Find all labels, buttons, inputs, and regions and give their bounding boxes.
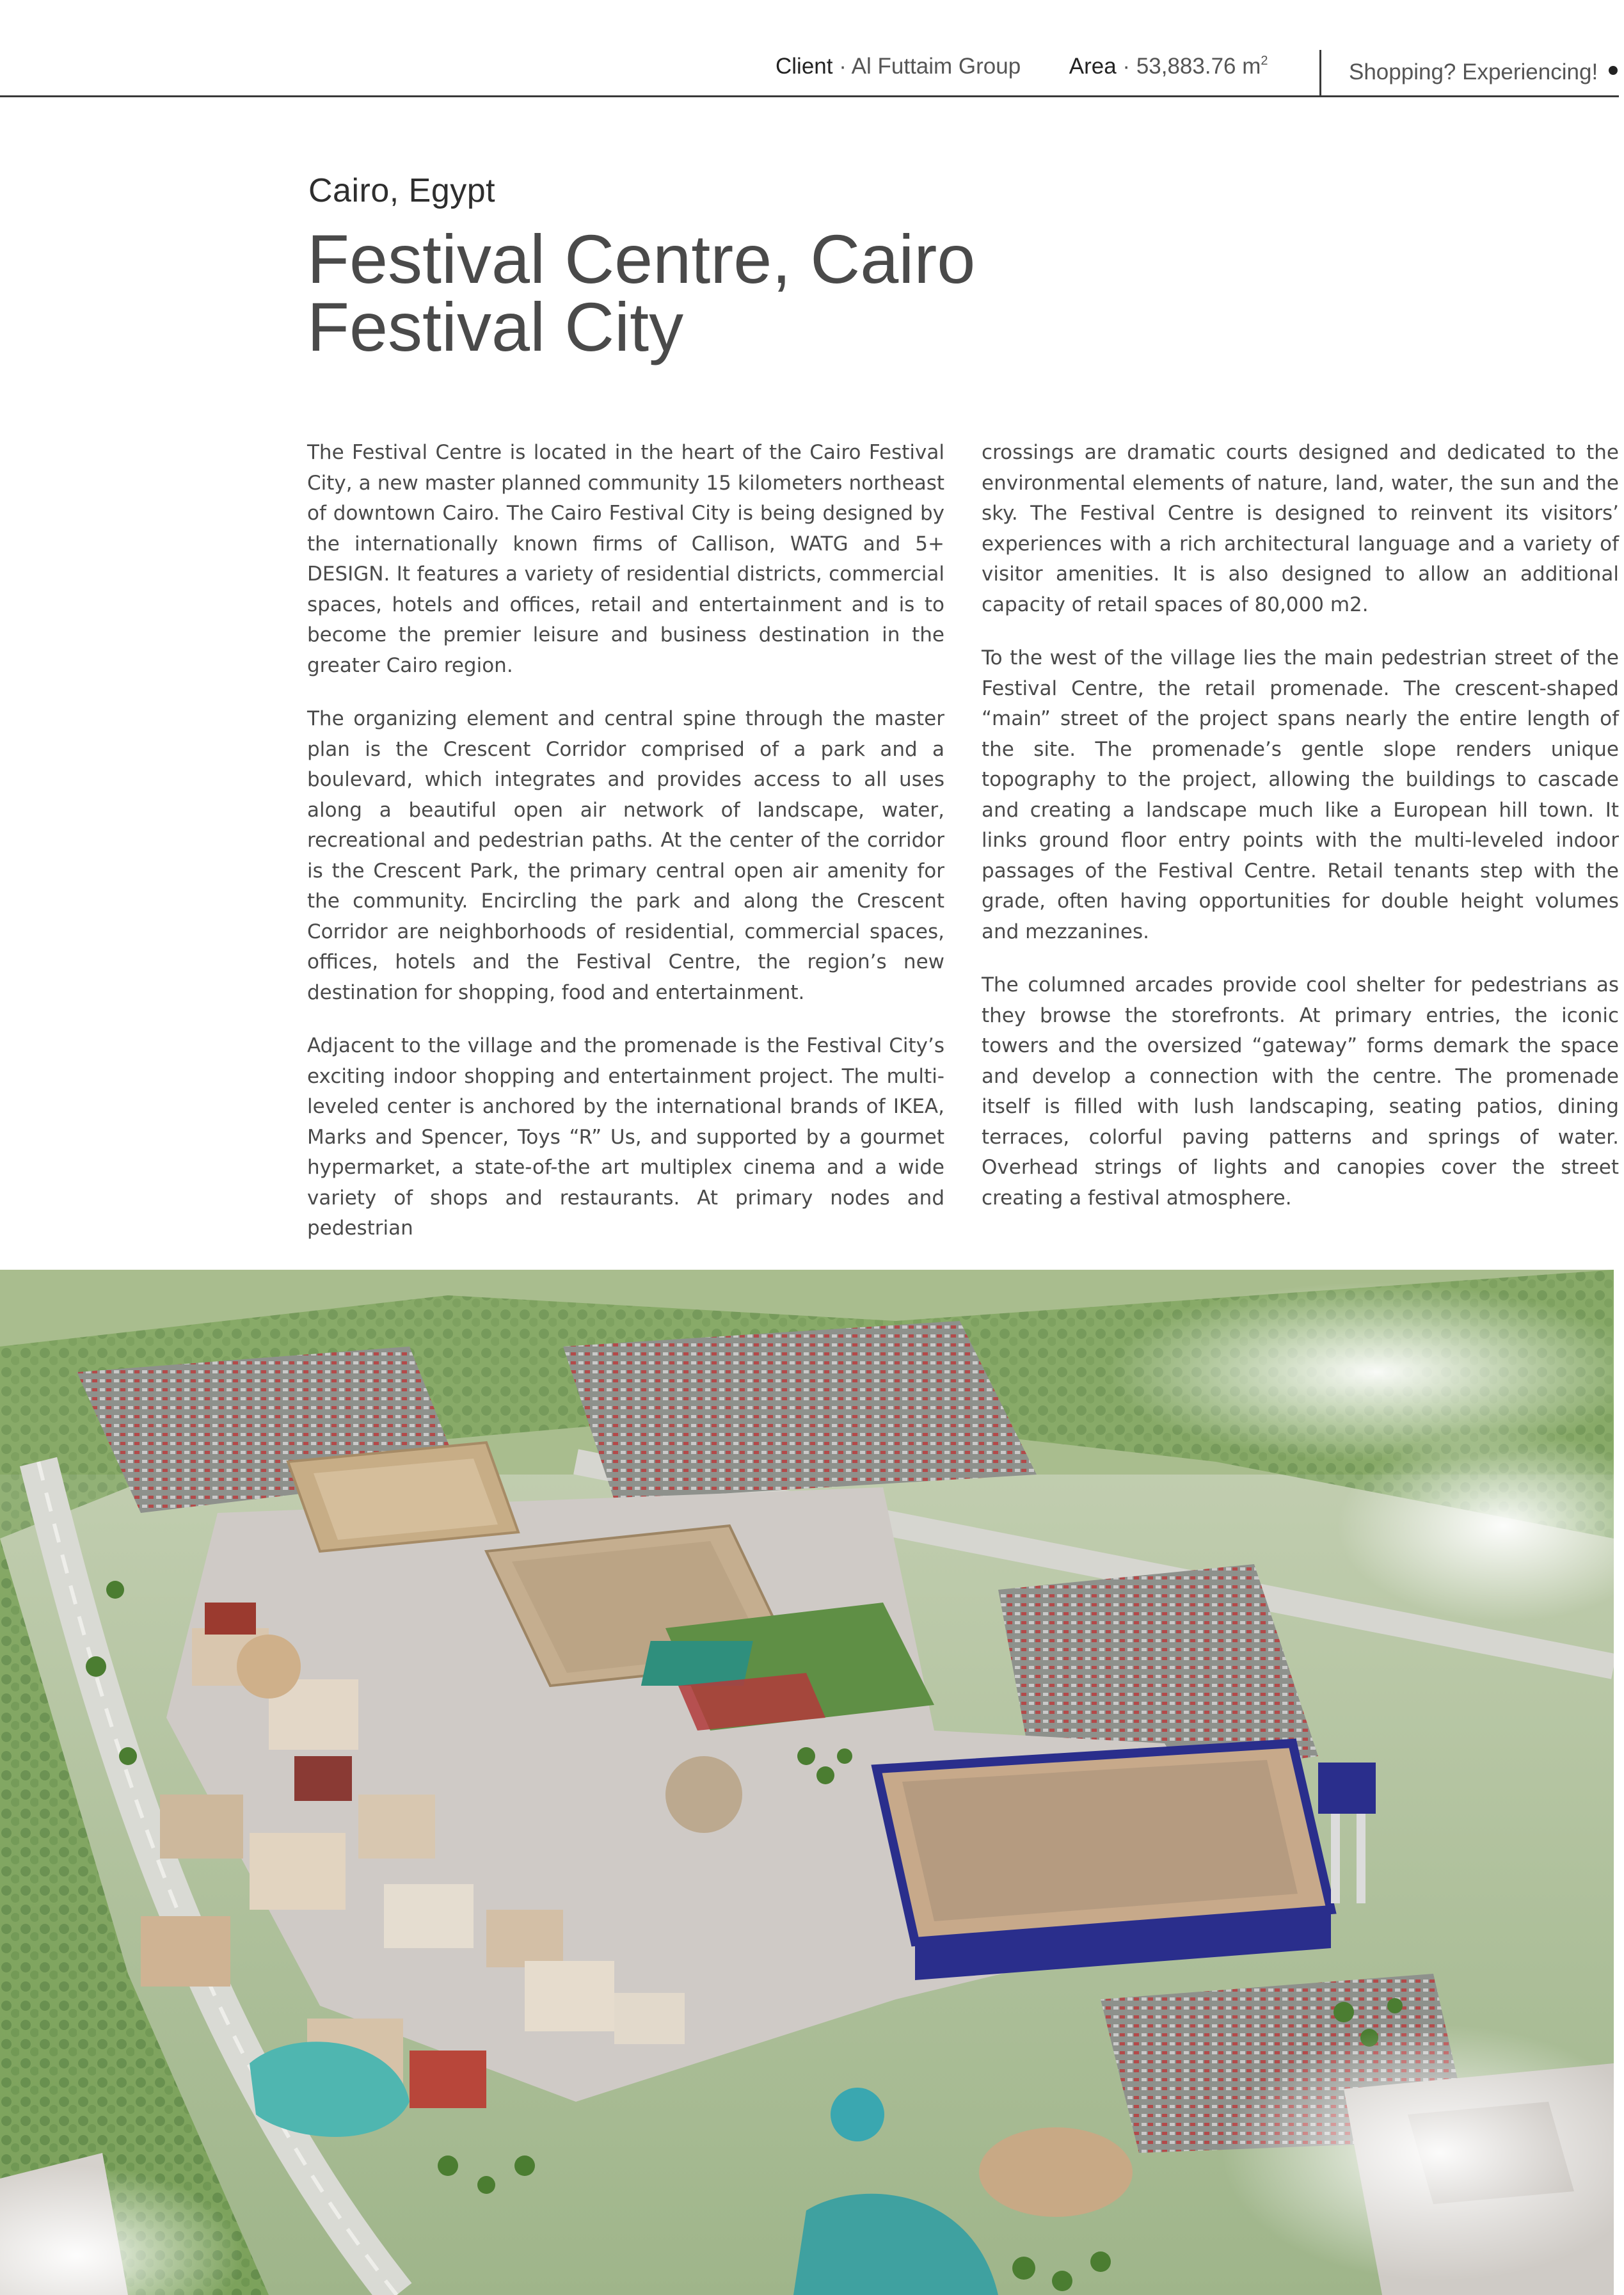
page-title	[307, 220, 1075, 365]
ikea-sign-tower	[1318, 1763, 1376, 1814]
section-title: Shopping? Experiencing!	[1349, 60, 1598, 84]
area-label: Area	[1069, 54, 1117, 79]
aerial-rendering-image	[0, 1270, 1614, 2295]
paragraph: To the west of the village lies the main pedestrian street of the Festival Centre, the retail promenade. The crescent-shaped “main” street of the project spans nearly the entire length of the site. The promenade’s gentle slope renders unique topography to the project, allowing the buildings to cascade and creating a landscape much like a European hill town. It links ground floor entry points with the multi-leveled indoor passages of the Festival Centre. Retail tenants step with the grade, often having opportunities for double height volumes and mezzanines.	[982, 646, 1619, 943]
paragraph: Adjacent to the village and the promenade is the Festival City’s exciting indoor shopping and entertainment project. The multi-leveled center is anchored by the international brands of IKEA, Marks and Spencer, Toys “R” Us, and supported by a gourmet hypermarket, a state-of-the art multiplex cinema and a wide variety of shops and restaurants. At primary nodes and pedestrian	[307, 1034, 944, 1240]
paragraph: The Festival Centre is located in the heart of the Cairo Festival City, a new master planned community 15 kilometers northeast of downtown Cairo. The Cairo Festival City is being designed by the internationally known firms of Callison, WATG and 5+ DESIGN. It features a variety of residential districts, commercial spaces, hotels and offices, retail and entertainment and is to become the premier leisure and business destination in the greater Cairo region.	[307, 441, 944, 677]
body-column-right	[982, 438, 1619, 1236]
paragraph: The columned arcades provide cool shelter for pedestrians as they browse the storefronts. At primary entries, the iconic towers and the oversized “gateway” forms demark the space and develop a connection with the centre. The promenade itself is filled with lush landscaping, seating patios, dining terraces, colorful paving patterns and springs of water. Overhead strings of lights and canopies cover the street creating a festival atmosphere.	[982, 973, 1619, 1210]
parking-lot-center	[563, 1321, 1037, 1500]
paragraph: The organizing element and central spine through the master plan is the Crescent Corridor comprised of a park and a boulevard, which integrates and provides access to all uses along a beautiful open air network of landscape, water, recreational and pedestrian paths. At the center of the corridor is the Crescent Park, the primary central open air amenity for the community. Encircling the park and along the Crescent Corridor are neighborhoods of residential, commercial spaces, offices, hotels and the Festival Centre, the region’s new destination for shopping, food and entertainment.	[307, 707, 944, 1004]
body-column-left	[307, 438, 944, 1267]
header-rule	[0, 95, 1619, 97]
paragraph: crossings are dramatic courts designed and dedicated to the environmental elements of nature, land, water, the sun and the sky. The Festival Centre is designed to reinvent its visitors’ experiences with a rich architectural language and a variety of visitor amenities. It is also designed to allow an additional capacity of retail spaces of 80,000 m2.	[982, 441, 1619, 616]
header-divider	[1319, 50, 1321, 97]
title-line-2: Festival City	[307, 288, 684, 365]
client-label: Client	[776, 54, 833, 79]
pool-courts	[641, 1641, 753, 1686]
area-unit-superscript: 2	[1261, 54, 1268, 68]
title-line-1: Festival Centre, Cairo	[307, 220, 976, 298]
round-plaza	[979, 2127, 1133, 2217]
client-value: Al Futtaim Group	[851, 54, 1021, 79]
project-meta: Client · Al Futtaim Group Area · 53,883.76 $m^2$	[776, 54, 1268, 79]
location-heading: Cairo, Egypt	[308, 172, 496, 209]
area-value: 53,883.76 m	[1136, 54, 1261, 79]
round-pool	[831, 2088, 884, 2141]
bullet-icon	[1609, 66, 1618, 75]
